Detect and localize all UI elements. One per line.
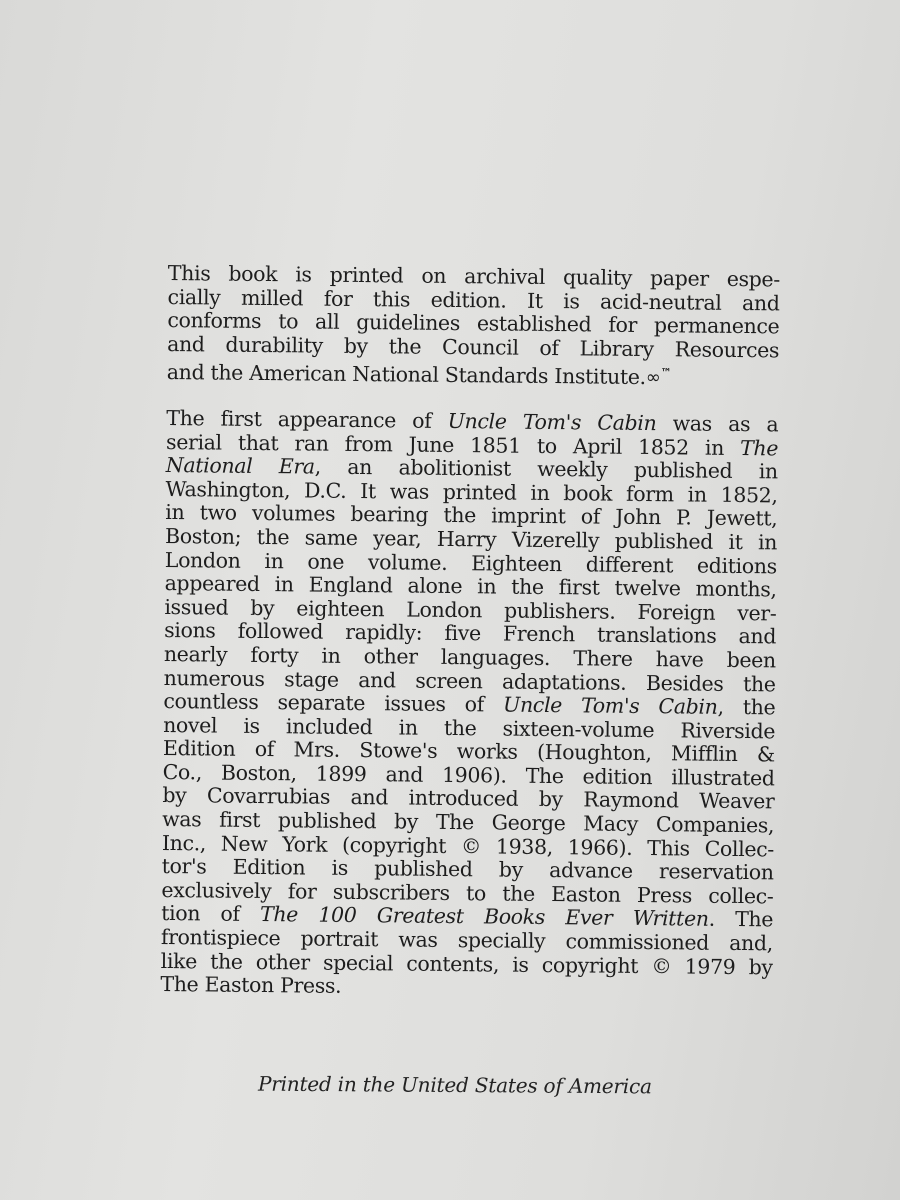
text-fragment: . The (708, 907, 774, 932)
book-title: Uncle Tom's Cabin (447, 408, 657, 436)
text-line: was first published by The George Macy Companies, (162, 807, 775, 838)
text-fragment: countless separate issues of (163, 689, 504, 717)
text-line: frontispiece portrait was specially commissioned and, (160, 924, 774, 956)
printed-in-footer: Printed in the United States of America (257, 1071, 652, 1099)
text-line: conforms to all guidelines established for permanence (167, 308, 780, 339)
text-fragment: The first appearance of (166, 405, 448, 433)
text-line: nearly forty in other languages. There have been (163, 641, 776, 673)
text-line: sions followed rapidly: five French translations and (164, 618, 777, 649)
text-fragment: tion of (161, 901, 261, 927)
text-fragment: was as a (656, 411, 779, 437)
periodical-title: National Era (165, 453, 315, 479)
text-line: and durability by the Council of Library Resources (167, 331, 780, 363)
text-line: The Easton Press. (160, 972, 342, 999)
text-line: Edition of Mrs. Stowe's works (Houghton, Mifflin & (162, 736, 775, 767)
collection-title: The 100 Greatest Books Ever Written (259, 902, 709, 932)
text-line: London in one volume. Eighteen different editions (164, 547, 777, 578)
text-fragment: serial that ran from June 1851 to April 1852 in (165, 429, 741, 460)
text-line: tor's Edition is published by advance reservation (161, 854, 774, 885)
text-line: Washington, D.C. It was printed in book form in 1852, (165, 476, 778, 508)
infinity-icon: ∞ (645, 367, 661, 389)
text-line: in two volumes bearing the imprint of John P. Jewett, (165, 500, 778, 531)
text-line: novel is included in the sixteen-volume Riverside (163, 712, 776, 744)
text-line: Co., Boston, 1899 and 1906). The edition illustrated (162, 759, 775, 791)
text-line: appeared in England alone in the first twelve months, (164, 571, 777, 602)
text-line: issued by eighteen London publishers. Foreign ver- (164, 594, 777, 626)
paper-notice-paragraph (167, 262, 780, 391)
text-line: exclusively for subscribers to the Easton Press collec- (161, 877, 774, 909)
text-line: This book is printed on archival quality paper espe- (167, 261, 780, 292)
book-title: Uncle Tom's Cabin (502, 692, 718, 719)
text-fragment: , an abolitionist weekly published in (314, 454, 778, 484)
text-fragment: , the (717, 694, 776, 720)
text-line: like the other special contents, is copyright © 1979 by (160, 948, 773, 979)
text-line: cially milled for this edition. It is acid-neutral and (167, 284, 780, 315)
text-line: Boston; the same year, Harry Vizerelly published it in (165, 523, 778, 555)
text-line: numerous stage and screen adaptations. Besides the (163, 665, 776, 696)
colophon-text (160, 262, 780, 1003)
text-fragment: and the American National Standards Institute. (166, 360, 646, 390)
publication-history-paragraph (160, 407, 778, 1003)
text-line: by Covarrubias and introduced by Raymond Weaver (162, 783, 775, 814)
text-line: Inc., New York (copyright © 1938, 1966). This Collec- (161, 830, 775, 862)
trademark-symbol: ™ (660, 366, 672, 380)
periodical-title: The (739, 435, 779, 460)
